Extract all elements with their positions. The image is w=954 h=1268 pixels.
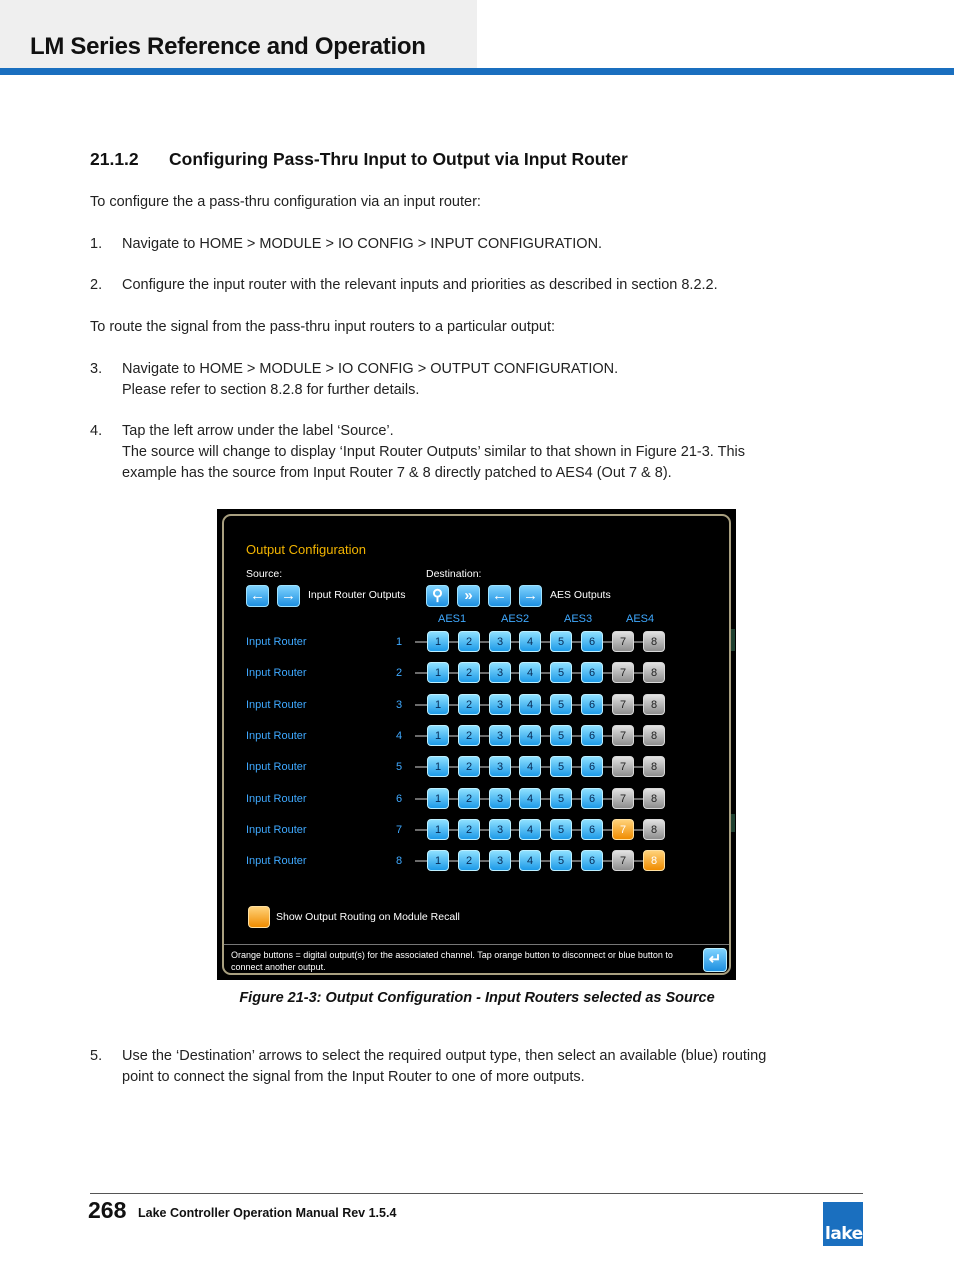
step-text: Configure the input router with the relevant inputs and priorities as described in section 8.2.2. — [122, 277, 718, 293]
routing-button-gray[interactable]: 8 — [643, 725, 665, 746]
routing-button-blue[interactable]: 2 — [458, 725, 480, 746]
routing-button-gray[interactable]: 7 — [612, 631, 634, 652]
routing-button-blue[interactable]: 5 — [550, 725, 572, 746]
routing-button-blue[interactable]: 3 — [489, 662, 511, 683]
routing-button-blue[interactable]: 4 — [519, 850, 541, 871]
magnifier-icon: ⚲ — [432, 587, 443, 604]
input-router-number: 1 — [396, 636, 403, 648]
routing-button-blue[interactable]: 4 — [519, 631, 541, 652]
routing-button-gray[interactable]: 8 — [643, 788, 665, 809]
routing-button-gray[interactable]: 7 — [612, 850, 634, 871]
routing-button-blue[interactable]: 1 — [427, 631, 449, 652]
footer-rule — [90, 1193, 863, 1194]
step-5 — [90, 1046, 850, 1088]
output-configuration-figure — [217, 509, 736, 980]
step-text: Navigate to HOME > MODULE > IO CONFIG > OUTPUT CONFIGURATION. — [122, 361, 619, 377]
routing-button-blue[interactable]: 6 — [581, 819, 603, 840]
routing-button-gray[interactable]: 7 — [612, 694, 634, 715]
left-arrow-icon: ← — [492, 587, 507, 604]
routing-button-blue[interactable]: 1 — [427, 788, 449, 809]
routing-button-gray[interactable]: 8 — [643, 819, 665, 840]
step-number: 1. — [90, 236, 103, 252]
step-text: point to connect the signal from the Input Router to one of more outputs. — [122, 1069, 585, 1085]
routing-button-blue[interactable]: 5 — [550, 631, 572, 652]
routing-button-blue[interactable]: 4 — [519, 725, 541, 746]
source-left-arrow-button[interactable] — [246, 585, 269, 607]
panel-footer — [224, 944, 729, 975]
destination-left-arrow-button[interactable] — [488, 585, 511, 607]
routing-button-blue[interactable]: 3 — [489, 850, 511, 871]
routing-button-blue[interactable]: 3 — [489, 819, 511, 840]
section-heading — [90, 149, 628, 170]
routing-button-blue[interactable]: 3 — [489, 756, 511, 777]
input-router-number: 6 — [396, 793, 403, 805]
footer-help-text: Orange buttons = digital output(s) for the associated channel. Tap orange button to disconnect or blue button to connect another output. — [231, 950, 673, 972]
routing-button-blue[interactable]: 3 — [489, 694, 511, 715]
input-router-label: Input Router — [246, 730, 307, 742]
intro-paragraph: To configure the a pass-thru configuration via an input router: — [90, 194, 481, 210]
panel-title: Output Configuration — [246, 542, 366, 557]
input-router-number: 7 — [396, 824, 403, 836]
routing-button-blue[interactable]: 6 — [581, 756, 603, 777]
routing-button-blue[interactable]: 5 — [550, 850, 572, 871]
step-text: The source will change to display ‘Input Router Outputs’ similar to that shown in Figure 21-3. This — [122, 444, 745, 460]
routing-button-blue[interactable]: 6 — [581, 850, 603, 871]
input-router-label: Input Router — [246, 667, 307, 679]
aes3-label: AES3 — [564, 613, 593, 625]
input-router-label: Input Router — [246, 699, 307, 711]
header-rule — [0, 68, 954, 75]
right-arrow-icon: → — [523, 587, 538, 604]
input-router-number: 8 — [396, 855, 403, 867]
step-number: 5. — [90, 1048, 103, 1064]
input-router-number: 5 — [396, 761, 403, 773]
routing-button-blue[interactable]: 1 — [427, 819, 449, 840]
routing-button-blue[interactable]: 2 — [458, 850, 480, 871]
routing-button-gray[interactable]: 8 — [643, 631, 665, 652]
enter-icon: ↵ — [708, 951, 722, 968]
section-number: 21.1.2 — [90, 149, 139, 169]
aes4-label: AES4 — [626, 613, 655, 625]
step-1 — [90, 234, 850, 255]
routing-button-blue[interactable]: 5 — [550, 819, 572, 840]
aes2-label: AES2 — [501, 613, 530, 625]
routing-button-blue[interactable]: 5 — [550, 756, 572, 777]
step-text: Navigate to HOME > MODULE > IO CONFIG > INPUT CONFIGURATION. — [122, 236, 603, 252]
routing-button-blue[interactable]: 6 — [581, 725, 603, 746]
input-router-number: 3 — [396, 699, 403, 711]
routing-button-orange[interactable]: 7 — [612, 819, 634, 840]
routing-button-blue[interactable]: 1 — [427, 662, 449, 683]
source-label: Source: — [246, 568, 283, 580]
routing-button-gray[interactable]: 8 — [643, 662, 665, 683]
routing-button-gray[interactable]: 8 — [643, 756, 665, 777]
step-number: 3. — [90, 361, 103, 377]
step-text: Please refer to section 8.2.8 for further details. — [122, 382, 420, 398]
routing-button-blue[interactable]: 2 — [458, 819, 480, 840]
source-value: Input Router Outputs — [308, 589, 406, 601]
routing-button-blue[interactable]: 1 — [427, 725, 449, 746]
routing-button-blue[interactable]: 6 — [581, 788, 603, 809]
step-4 — [90, 421, 850, 484]
routing-button-blue[interactable]: 1 — [427, 850, 449, 871]
destination-label: Destination: — [426, 568, 482, 580]
routing-button-blue[interactable]: 4 — [519, 756, 541, 777]
destination-search-button[interactable] — [426, 585, 449, 607]
routing-button-blue[interactable]: 5 — [550, 788, 572, 809]
routing-button-blue[interactable]: 3 — [489, 788, 511, 809]
input-router-label: Input Router — [246, 636, 307, 648]
aes1-label: AES1 — [438, 613, 467, 625]
show-routing-recall-toggle[interactable] — [248, 906, 270, 928]
page-header-title: LM Series Reference and Operation — [30, 33, 426, 60]
routing-button-gray[interactable]: 7 — [612, 788, 634, 809]
routing-button-blue[interactable]: 6 — [581, 694, 603, 715]
routing-button-blue[interactable]: 4 — [519, 788, 541, 809]
routing-button-blue[interactable]: 3 — [489, 725, 511, 746]
routing-button-blue[interactable]: 4 — [519, 819, 541, 840]
routing-button-blue[interactable]: 5 — [550, 662, 572, 683]
input-router-label: Input Router — [246, 824, 307, 836]
output-configuration-panel — [222, 514, 731, 975]
routing-button-blue[interactable]: 1 — [427, 694, 449, 715]
page-number: 268 — [88, 1197, 127, 1223]
right-arrow-icon: → — [281, 587, 296, 604]
input-router-number: 2 — [396, 667, 403, 679]
routing-button-blue[interactable]: 2 — [458, 756, 480, 777]
routing-button-blue[interactable]: 2 — [458, 788, 480, 809]
step-text: Use the ‘Destination’ arrows to select the required output type, then select an available (blue) routing — [122, 1048, 767, 1064]
routing-button-blue[interactable]: 3 — [489, 631, 511, 652]
destination-right-arrow-button[interactable] — [519, 585, 542, 607]
routing-button-gray[interactable]: 7 — [612, 756, 634, 777]
double-arrow-icon: » — [464, 587, 473, 604]
section-title: Configuring Pass-Thru Input to Output via Input Router — [169, 149, 628, 169]
lake-logo — [823, 1202, 863, 1246]
enter-button[interactable] — [703, 948, 727, 972]
panel-edge-mark — [731, 629, 735, 651]
routing-button-blue[interactable]: 2 — [458, 662, 480, 683]
step-2 — [90, 275, 850, 296]
input-router-number: 4 — [396, 730, 403, 742]
step-text: example has the source from Input Router 7 & 8 directly patched to AES4 (Out 7 & 8). — [122, 465, 672, 481]
destination-value: AES Outputs — [550, 589, 611, 601]
routing-button-gray[interactable]: 8 — [643, 694, 665, 715]
routing-button-orange[interactable]: 8 — [643, 850, 665, 871]
left-arrow-icon: ← — [250, 587, 265, 604]
routing-button-blue[interactable]: 1 — [427, 756, 449, 777]
routing-button-blue[interactable]: 4 — [519, 662, 541, 683]
logo-text: lake — [825, 1224, 863, 1244]
routing-button-blue[interactable]: 6 — [581, 662, 603, 683]
routing-button-blue[interactable]: 6 — [581, 631, 603, 652]
routing-button-gray[interactable]: 7 — [612, 725, 634, 746]
route-intro-paragraph: To route the signal from the pass-thru input routers to a particular output: — [90, 319, 556, 335]
routing-button-blue[interactable]: 2 — [458, 694, 480, 715]
routing-button-blue[interactable]: 5 — [550, 694, 572, 715]
footer-manual-title: Lake Controller Operation Manual Rev 1.5.4 — [138, 1206, 397, 1220]
routing-button-blue[interactable]: 2 — [458, 631, 480, 652]
step-number: 4. — [90, 423, 103, 439]
source-right-arrow-button[interactable] — [277, 585, 300, 607]
step-number: 2. — [90, 277, 103, 293]
step-text: Tap the left arrow under the label ‘Source’. — [122, 423, 394, 439]
routing-button-blue[interactable]: 4 — [519, 694, 541, 715]
destination-fast-button[interactable] — [457, 585, 480, 607]
panel-edge-mark — [731, 814, 735, 832]
input-router-label: Input Router — [246, 793, 307, 805]
step-3 — [90, 359, 850, 401]
routing-button-gray[interactable]: 7 — [612, 662, 634, 683]
recall-label: Show Output Routing on Module Recall — [276, 911, 460, 923]
input-router-label: Input Router — [246, 855, 307, 867]
input-router-label: Input Router — [246, 761, 307, 773]
figure-caption: Figure 21-3: Output Configuration - Input Routers selected as Source — [239, 990, 715, 1006]
